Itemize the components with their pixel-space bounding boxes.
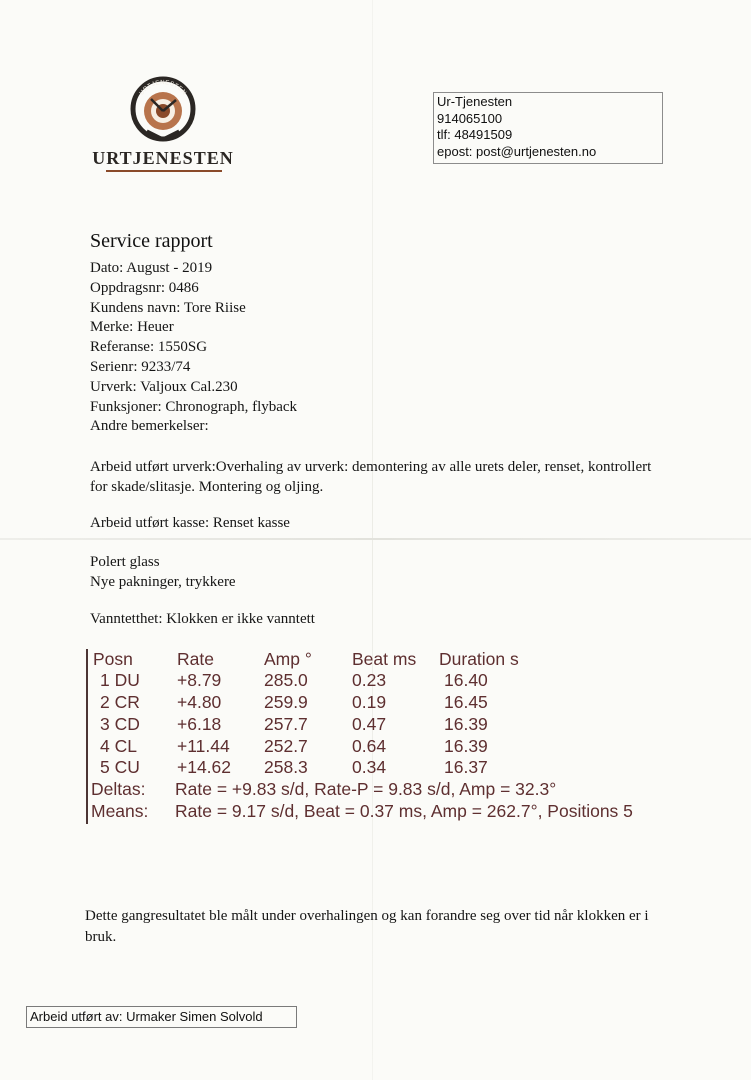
header-duration: Duration s [439, 649, 519, 669]
work-case-text: Arbeid utført kasse: Renset kasse [90, 515, 290, 531]
contact-org-number: 914065100 [437, 110, 503, 126]
header-posn: Posn [93, 649, 133, 669]
cell-posn: 4 CL [100, 736, 137, 756]
header-rate: Rate [177, 649, 214, 669]
cell-rate: +4.80 [177, 692, 222, 712]
header-amp: Amp ° [264, 649, 312, 669]
cell-beat: 0.19 [352, 692, 387, 712]
field-customer-name: Kundens navn: Tore Riise [90, 299, 246, 316]
deltas-value: Rate = +9.83 s/d, Rate-P = 9.83 s/d, Amp = 32.3° [175, 779, 557, 799]
report-title: Service rapport [90, 230, 213, 252]
contact-email: epost: post@urtjenesten.no [437, 143, 597, 159]
cell-rate: +8.79 [177, 670, 222, 690]
cell-posn: 3 CD [100, 714, 140, 734]
cell-duration: 16.39 [444, 736, 488, 756]
field-brand: Merke: Heuer [90, 319, 174, 336]
company-logo [88, 72, 238, 177]
cell-duration: 16.37 [444, 757, 488, 777]
means-value: Rate = 9.17 s/d, Beat = 0.37 ms, Amp = 262.7°, Positions 5 [175, 801, 633, 821]
cell-duration: 16.39 [444, 714, 488, 734]
deltas-label: Deltas: [91, 779, 146, 799]
cell-posn: 5 CU [100, 757, 140, 777]
field-order-number: Oppdragsnr: 0486 [90, 279, 199, 296]
contact-phone: tlf: 48491509 [437, 127, 513, 142]
extra-work-item: Polert glass [90, 554, 160, 570]
cell-beat: 0.64 [352, 736, 387, 756]
performed-by-box: Arbeid utført av: Urmaker Simen Solvold [26, 1006, 297, 1028]
header-beat: Beat ms [352, 649, 417, 669]
field-functions: Funksjoner: Chronograph, flyback [90, 398, 298, 415]
cell-rate: +6.18 [177, 714, 222, 734]
disclaimer-text: Dette gangresultatet ble målt under overhalingen og kan forandre seg over tid når klokken er i bruk. [85, 908, 649, 945]
cell-beat: 0.23 [352, 670, 387, 690]
cell-rate: +14.62 [177, 757, 232, 777]
cell-posn: 1 DU [100, 670, 140, 690]
cell-amp: 285.0 [264, 670, 308, 690]
work-movement-text: Arbeid utført urverk:Overhaling av urverk: demontering av alle urets deler, renset, kontrollert for skade/slitasje. Montering og oljing. [90, 459, 652, 495]
cell-posn: 2 CR [100, 692, 140, 712]
cell-amp: 257.7 [264, 714, 308, 734]
cell-duration: 16.40 [444, 670, 488, 690]
logo-ring-text: URTJENESTEN [138, 79, 188, 97]
extra-work-list [90, 552, 236, 592]
contact-box [433, 92, 663, 164]
cell-amp: 252.7 [264, 736, 308, 756]
paper-fold-horizontal [0, 538, 751, 540]
cell-beat: 0.34 [352, 757, 387, 777]
logo-emblem-icon [129, 75, 197, 143]
water-resistance-text: Vanntetthet: Klokken er ikke vanntett [90, 611, 315, 627]
field-date: Dato: August - 2019 [90, 260, 213, 276]
field-other-remarks: Andre bemerkelser: [90, 418, 209, 435]
field-movement: Urverk: Valjoux Cal.230 [90, 378, 238, 395]
logo-underline [106, 170, 222, 172]
field-reference: Referanse: 1550SG [90, 339, 208, 356]
field-serial-number: Serienr: 9233/74 [90, 358, 191, 375]
means-label: Means: [91, 801, 149, 821]
extra-work-item: Nye pakninger, trykkere [90, 574, 236, 590]
cell-beat: 0.47 [352, 714, 387, 734]
cell-amp: 258.3 [264, 757, 308, 777]
logo-wordmark: URTJENESTEN [92, 148, 234, 168]
cell-rate: +11.44 [177, 736, 230, 756]
report-fields [90, 259, 297, 437]
cell-duration: 16.45 [444, 692, 488, 712]
cell-amp: 259.9 [264, 692, 308, 712]
contact-name: Ur-Tjenesten [437, 94, 513, 109]
timegrapher-results [86, 649, 688, 824]
